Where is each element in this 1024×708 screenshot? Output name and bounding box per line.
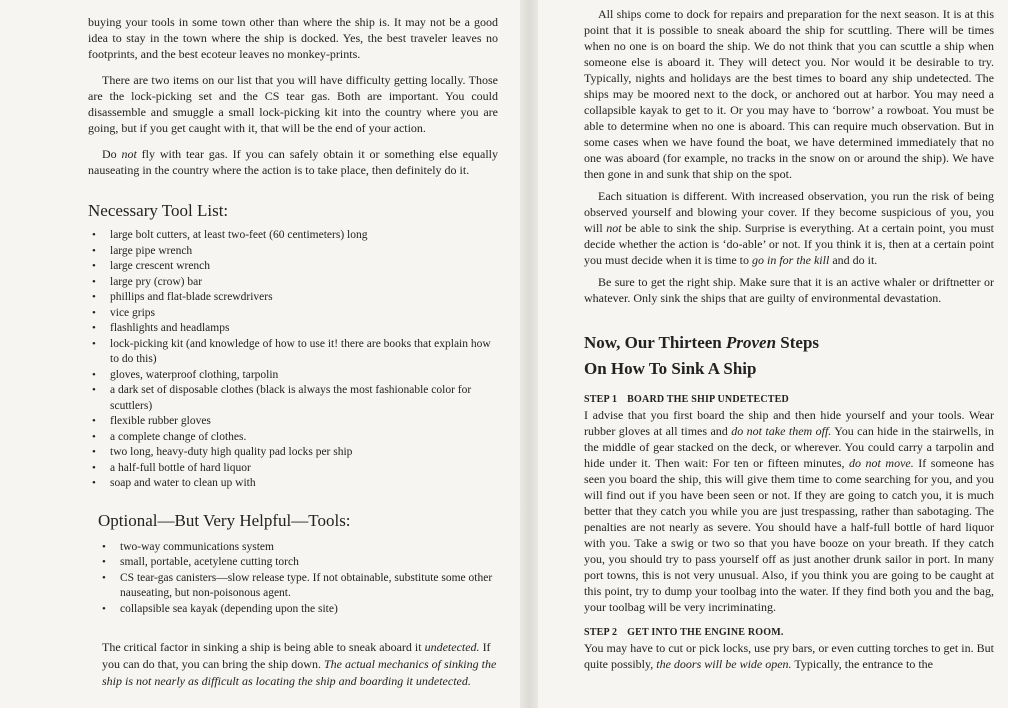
optional-tools-heading: Optional—But Very Helpful—Tools:	[98, 510, 351, 530]
situation-paragraph: Each situation is different. With increased observation, you run the risk of being observed yourself and blowing your cover. If they become suspicious of you, you will not be able to sink the ship. Surprise is everything. At a certain point, you must decide whether the action is ‘do-able’ or not. If you think it is, then at a certain point you must decide when it is time to go in for the kill and do it.	[584, 189, 994, 267]
page-edge	[1008, 0, 1024, 708]
tool-list-heading: Necessary Tool List:	[88, 201, 229, 220]
tool-list-item: • lock-picking kit (and knowledge of how to use it! there are books that explain how to do this)	[92, 337, 498, 368]
optional-tool-item: • small, portable, acetylene cutting torch	[102, 555, 498, 571]
closing-paragraph: The critical factor in sinking a ship is being able to sneak aboard it undetected. If you can do that, you can bring the ship down. The actual mechanics of sinking the ship is not nearly as difficult as locating the ship and boarding it undetected.	[102, 640, 497, 688]
tool-list-item: • phillips and flat-blade screwdrivers	[92, 290, 498, 306]
tool-list-item: • two long, heavy-duty high quality pad locks per ship	[92, 445, 498, 461]
right-ship-paragraph: Be sure to get the right ship. Make sure that it is an active whaler or driftnetter or whatever. Only sink the ships that are guilty of environmental devastation.	[584, 275, 994, 305]
optional-tool-item: • collapsible sea kayak (depending upon the site)	[102, 602, 498, 618]
tool-list-item: • large pry (crow) bar	[92, 275, 498, 291]
tool-list-item: • a dark set of disposable clothes (black is always the most fashionable color for scuttlers)	[92, 383, 498, 414]
tool-list-item: • vice grips	[92, 306, 498, 322]
tool-list	[88, 228, 498, 492]
tool-list-item: • flashlights and headlamps	[92, 321, 498, 337]
right-page	[538, 0, 1008, 708]
step-1-text: I advise that you first board the ship and then hide yourself and your tools. Wear rubber gloves at all times and do not take them off. You can hide in the stairwells, in the middle of gear stacked on the deck, or wherever. You could carry a tarpolin and hide under it. Then wait: For ten or fifteen minutes, do not move. If someone has seen you board the ship, this will give them time to come searching for you, and you will find out if you have been seen or not. If they are going to catch you, it is much better that they catch you while you are just trespassing, rather than sabotaging. The penalties are not nearly as severe. You should have a half-full bottle of hard liquor with you. Take a swig or two so that you have booze on your breath. If they catch you, you should try to pass yourself off as just another drunk sailor in port. In many port towns, this is not very unusual. Also, if you think you are going to be caught at this point, try to dump your toolbag into the water. If they find both you and the bag, your toolbag will be very incriminating.	[584, 408, 994, 614]
tool-list-item: • a half-full bottle of hard liquor	[92, 461, 498, 477]
tool-list-item: • gloves, waterproof clothing, tarpolin	[92, 368, 498, 384]
steps-heading: Now, Our Thirteen Proven Steps On How To Sink A Ship	[584, 333, 820, 378]
tool-list-item: • a complete change of clothes.	[92, 430, 498, 446]
optional-tool-item: • CS tear-gas canisters—slow release type. If not obtainable, substitute some other nauseating, but non-poisonous agent.	[102, 571, 498, 602]
book-gutter	[520, 0, 538, 708]
step-1-heading: STEP 1 BOARD THE SHIP UNDETECTED	[584, 394, 789, 405]
step-2-heading: STEP 2 GET INTO THE ENGINE ROOM.	[584, 627, 784, 638]
intro-paragraph-2: There are two items on our list that you will have difficulty getting locally. Those are the lock-picking set and the CS tear gas. Both are important. You could disassemble and smuggle a small lock-picking kit into the country where you are going, but if you get caught with it, that will be the end of your action.	[88, 73, 498, 135]
tool-list-item: • large bolt cutters, at least two-feet (60 centimeters) long	[92, 228, 498, 244]
tool-list-item: • large pipe wrench	[92, 244, 498, 260]
optional-tool-item: • two-way communications system	[102, 540, 498, 556]
tool-list-item: • large crescent wrench	[92, 259, 498, 275]
optional-tool-list	[88, 540, 498, 618]
tool-list-item: • soap and water to clean up with	[92, 476, 498, 492]
intro-paragraph-1: buying your tools in some town other than where the ship is. It may not be a good idea to stay in the town where the ship is docked. Yes, the best traveler leaves no footprints, and the best ecoteur leaves no monkey-prints.	[88, 15, 498, 61]
step-2-text: You may have to cut or pick locks, use pry bars, or even cutting torches to get in. But quite possibly, the doors will be wide open. Typically, the entrance to the	[584, 641, 994, 671]
ships-dock-paragraph: All ships come to dock for repairs and preparation for the next season. It is at this point that it is possible to sneak aboard the ship for scuttling. There will be times when no one is on board the ship. We do not think that you can scuttle a ship when someone else is aboard it. They will detect you. Nor would it be desirable to try. Typically, nights and holidays are the best times to board any ship undetected. The ships may be moored next to the dock, or anchored out at harbor. You may need a collapsible kayak to get to it. Or you may have to ‘borrow’ a rowboat. You must be able to determine when no one is aboard. This can require much observation. But in some cases when we have found the boat, we have determined immediately that no one was aboard (for example, no tracks in the snow on or around the ship). We have then gone in and sunk that ship on the spot.	[584, 7, 994, 181]
tear-gas-paragraph: Do not fly with tear gas. If you can safely obtain it or something else equally nauseating in the country where the action is to take place, then definitely do it.	[88, 147, 498, 177]
tool-list-item: • flexible rubber gloves	[92, 414, 498, 430]
